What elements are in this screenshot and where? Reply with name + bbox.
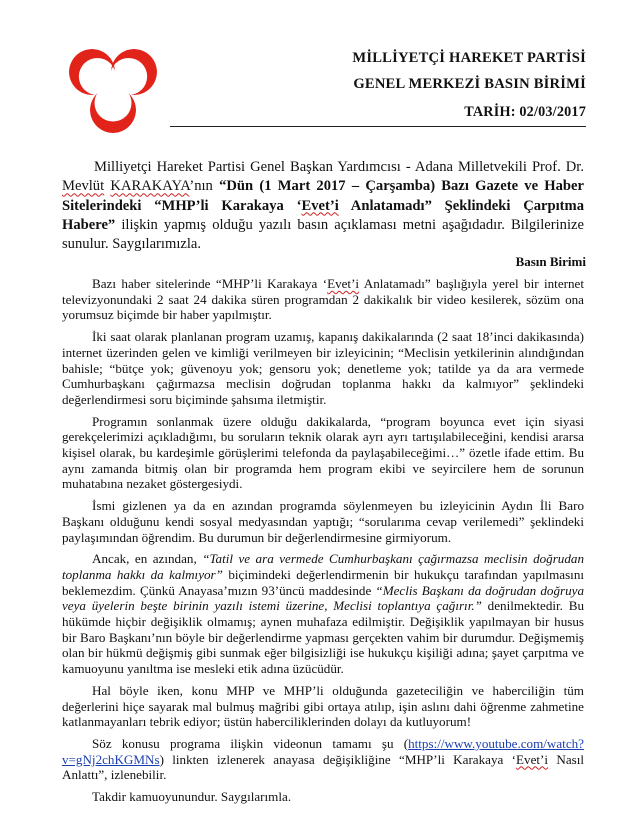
youtube-link[interactable]: https://www.youtube.com/watch?v=gNj2chKGMNs xyxy=(62,735,584,767)
paragraph-7: Söz konusu programa ilişkin videonun tamamı şu (https://www.youtube.com/watch?v=gNj2chKGMNs) linkten izlenerek anayasa değişikliğine “MHP’li Karakaya ‘Evet’i Nasıl Anlattı”, izlenebilir. xyxy=(62,735,584,783)
signature: Basın Birimi xyxy=(515,254,586,269)
header-rule xyxy=(170,126,586,127)
statement-body xyxy=(62,276,584,811)
org-name: MİLLİYETÇİ HAREKET PARTİSİ xyxy=(352,50,586,66)
intro-headline: “Dün (1 Mart 2017 – Çarşamba) Bazı Gazete ve Haber Sitelerindeki “MHP’li Karakaya ‘Evet’i Anlatamadı” Şeklindeki Çarpıtma Habere” xyxy=(62,178,584,233)
crescent-icon xyxy=(90,87,136,133)
paragraph-3: Programın sonlanmak üzere olduğu dakikalarda, “program boyunca evet için siyasi gerekçelerimizi açıkladığımı, bu soruların teknik olarak ayrı ayrı tartışılabileceğini, kendisi ararsa kişisel olarak, bu kardeşimle görüşlerimi telefonda da paylaşabileceğimi…” özetle ifade ettim. Bu aynı zamanda bitmiş olan bir programda hem program ekibi ve seyircilere hem de sorunun muhatabına nezaket göstergesiydi. xyxy=(62,413,584,492)
date-line: TARİH: 02/03/2017 xyxy=(464,104,586,120)
paragraph-4: İsmi gizlenen ya da en azından programda söylenmeyen bu izleyicinin Aydın İli Baro Başkanı olduğunu kendi sosyal medyasından yaptığı; “sorularıma cevap verilemedi” şeklindeki paylaşımından öğrendim. Bu durumun bir değerlendirmesine girmiyorum. xyxy=(62,498,584,545)
paragraph-5: Ancak, en azından, “Tatil ve ara vermede Cumhurbaşkanı çağırmazsa meclisin doğrudan toplanma hakkı da kalmıyor” biçimindeki değerlendirmenin bir hukukçu tarafından yapılmasını beklemezdim. Çünkü Anayasa’mızın 93’üncü maddesinde “Meclis Başkanı da doğrudan doğruya veya üyelerin beşte birinin yazılı istemi üzerine, Meclisi toplantıya çağırır.” denilmektedir. Bu hükümde hiçbir değişiklik olmamış; aynen muhafaza edilmiştir. Değişiklik yapılmayan bir husus bir Baro Başkanı’nın böyle bir değerlendirme yapması gerçekten vahim bir durumdur. Değişmemiş olan bir hükmü değişmiş gibi sunmak eğer bilgisizliği ise hukukçu kişiliği adına; şayet çarpıtma ve kamuoyunu yanıltma ise mesleki etik adına üzücüdür. xyxy=(62,551,585,677)
paragraph-1: Bazı haber sitelerinde “MHP’li Karakaya ‘Evet’i Anlatamadı” başlığıyla yerel bir internet televizyonundaki 2 saat 24 dakika süren programdan 2 dakikalık bir video kesilerek, sözüm ona yorumsuz biçimde bir haber yapılmıştır. xyxy=(62,276,584,323)
author-surname: KARAKAYA xyxy=(110,178,190,195)
paragraph-8: Takdir kamuoyunundur. Saygılarımla. xyxy=(92,789,292,805)
paragraph-6: Hal böyle iken, konu MHP ve MHP’li olduğunda gazeteciliğin ve haberciliğin tüm değerlerini hiçe sayarak mal bulmuş mağribi gibi ortaya atılıp, işin aslını dahi öğrenme zahmetine katlanmayanları tebrik ediyor; üstün haberciliklerinden dolayı da kutluyorum! xyxy=(62,682,584,730)
mhp-logo xyxy=(62,44,164,146)
unit-name: GENEL MERKEZİ BASIN BİRİMİ xyxy=(353,76,586,92)
intro-paragraph: Milliyetçi Hareket Partisi Genel Başkan Yardımcısı - Adana Milletvekili Prof. Dr. Mevlüt KARAKAYA’nın “Dün (1 Mart 2017 – Çarşamba) Bazı Gazete ve Haber Sitelerindeki “MHP’li Karakaya ‘Evet’i Anlatamadı” Şeklindeki Çarpıtma Habere” ilişkin yapmış olduğu yazılı basın açıklaması metni aşağıdadır. Bilgilerinize sunulur. Saygılarımızla. xyxy=(62,159,584,253)
paragraph-2: İki saat olarak planlanan program uzamış, kapanış dakikalarında (2 saat 18’inci dakikasında) internet üzerinden gelen ve kimliği verilmeyen bir izleyicinin; “Meclisin yetkilerinin alındığından bahisle; “bütçe yok; güvenoyu yok; gensoru yok; denetleme yok; tatilde ya da ara vermede Cumhurbaşkanı çağırmazsa meclisin doğrudan toplanma hakkı da kalmıyor” şeklindeki değerlendirmesi soru biçiminde şahsıma iletmiştir. xyxy=(62,329,584,407)
author-first-name: Mevlüt xyxy=(62,178,105,195)
